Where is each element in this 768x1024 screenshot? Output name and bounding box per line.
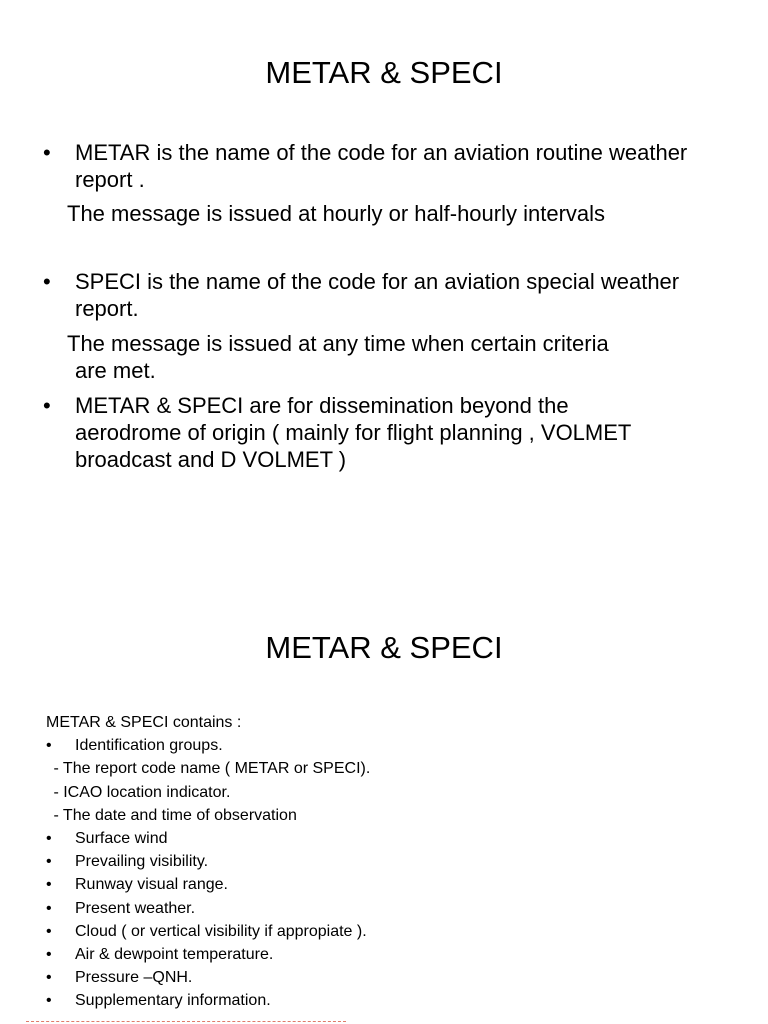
list-item-text: Supplementary information.: [75, 992, 271, 1010]
list-item-text: Pressure –QNH.: [75, 969, 193, 987]
bullet-text: METAR & SPECI are for dissemination beyond the aerodrome of origin ( mainly for flight planning , VOLMET broadcast and D VOLMET ): [75, 393, 631, 472]
paragraph-text: The message is issued at hourly or half-hourly intervals: [67, 201, 606, 226]
paragraph-text-line2: are met.: [75, 358, 156, 383]
list-item: [46, 966, 726, 989]
sub-item: [46, 804, 726, 827]
bullet-dot: •: [46, 922, 52, 940]
bullet-dot: •: [46, 737, 52, 755]
sub-item: [46, 781, 726, 804]
bullet-dot: •: [46, 945, 52, 963]
list-item: [46, 850, 726, 873]
list-item: [46, 897, 726, 920]
contents-header-text: METAR & SPECI contains :: [46, 714, 242, 731]
bullet-item-metar: [40, 139, 740, 193]
list-item: [46, 943, 726, 966]
slide-1-title: METAR & SPECI: [265, 55, 503, 90]
list-item-text: Identification groups.: [75, 737, 223, 755]
slide-2-content: [46, 711, 726, 1012]
bullet-dot: •: [46, 969, 52, 987]
bullet-dot: •: [46, 853, 52, 871]
bullet-dot: •: [43, 269, 51, 294]
bullet-dot: •: [46, 899, 52, 917]
bullet-dot: •: [43, 140, 51, 165]
contents-header: [46, 711, 726, 734]
list-item-text: Runway visual range.: [75, 876, 228, 894]
list-item: [46, 920, 726, 943]
bullet-item-dissemination: [40, 392, 740, 473]
list-item-text: Surface wind: [75, 829, 168, 847]
list-item-text: Prevailing visibility.: [75, 853, 209, 871]
bullet-dot: •: [46, 829, 52, 847]
paragraph-speci-interval: [67, 330, 757, 384]
list-item: [46, 734, 726, 757]
list-item-text: Cloud ( or vertical visibility if appropiate ).: [75, 922, 367, 940]
sub-item: [46, 757, 726, 780]
sub-item-text: - The date and time of observation: [49, 806, 297, 824]
list-item: [46, 873, 726, 896]
sub-item-text: - The report code name ( METAR or SPECI).: [49, 760, 371, 778]
bullet-text: SPECI is the name of the code for an aviation special weather report.: [75, 269, 680, 321]
bullet-dot: •: [46, 876, 52, 894]
list-item: [46, 827, 726, 850]
page-divider: [26, 1021, 346, 1022]
list-item-text: Air & dewpoint temperature.: [75, 945, 274, 963]
paragraph-text-line1: The message is issued at any time when certain criteria: [67, 331, 609, 356]
bullet-dot: •: [46, 992, 52, 1010]
slide-2-title: METAR & SPECI: [265, 630, 503, 665]
bullet-dot: •: [43, 393, 51, 418]
bullet-text: METAR is the name of the code for an aviation routine weather report .: [75, 140, 688, 192]
list-item: [46, 989, 726, 1012]
bullet-item-speci: [40, 268, 740, 322]
paragraph-metar-interval: [67, 200, 747, 227]
list-item-text: Present weather.: [75, 899, 196, 917]
sub-item-text: - ICAO location indicator.: [49, 783, 231, 801]
